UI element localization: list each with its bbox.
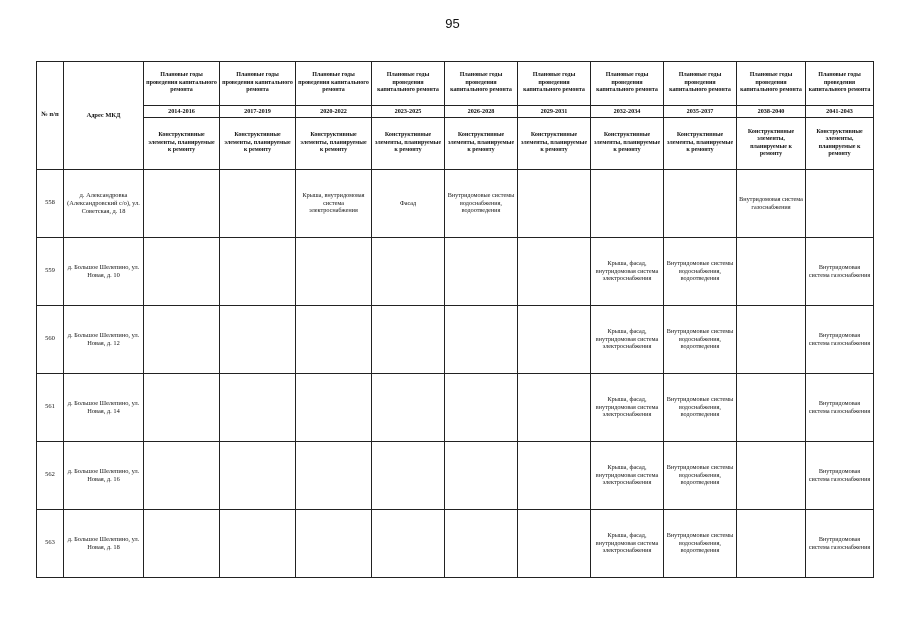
table-cell: Внутридомовая система газоснабжения: [806, 306, 874, 374]
table-cell: [144, 170, 220, 238]
elements-header: Конструктивные элементы, планируемые к ремонту: [806, 118, 874, 170]
table-cell: [144, 238, 220, 306]
table-cell: Внутридомовые системы водоснабжения, водоотведения: [664, 374, 737, 442]
table-cell: [445, 238, 518, 306]
table-cell: Внутридомовая система газоснабжения: [806, 442, 874, 510]
table-row: [37, 510, 874, 578]
table-cell: Крыша, фасад, внутридомовая система электроснабжения: [591, 510, 664, 578]
elements-header: Конструктивные элементы, планируемые к ремонту: [445, 118, 518, 170]
elements-header: Конструктивные элементы, планируемые к ремонту: [518, 118, 591, 170]
period-title: Плановые годы проведения капитального ремонта: [445, 62, 518, 106]
row-number: 563: [37, 510, 64, 578]
table-cell: Внутридомовые системы водоснабжения, водоотведения: [664, 442, 737, 510]
period-years: 2029-2031: [518, 106, 591, 118]
header-title-row: [37, 62, 874, 106]
table-cell: [737, 442, 806, 510]
elements-header: Конструктивные элементы, планируемые к ремонту: [144, 118, 220, 170]
table-cell: [296, 510, 372, 578]
row-number: 562: [37, 442, 64, 510]
table-cell: [518, 306, 591, 374]
header-sub-row: [37, 118, 874, 170]
table-cell: Внутридомовые системы водоснабжения, водоотведения: [664, 306, 737, 374]
elements-header: Конструктивные элементы, планируемые к ремонту: [296, 118, 372, 170]
row-address: д. Большое Шелепино, ул. Новая, д. 18: [64, 510, 144, 578]
period-years: 2032-2034: [591, 106, 664, 118]
table-cell: [220, 170, 296, 238]
table-cell: Крыша, фасад, внутридомовая система электроснабжения: [591, 442, 664, 510]
table-cell: [737, 374, 806, 442]
table-cell: Внутридомовые системы водоснабжения, водоотведения: [664, 238, 737, 306]
period-title: Плановые годы проведения капитального ремонта: [144, 62, 220, 106]
table-cell: [445, 510, 518, 578]
period-years: 2026-2028: [445, 106, 518, 118]
table-cell: [445, 374, 518, 442]
elements-header: Конструктивные элементы, планируемые к ремонту: [372, 118, 445, 170]
table-cell: [372, 374, 445, 442]
table-row: [37, 238, 874, 306]
table-cell: [591, 170, 664, 238]
table-cell: [518, 374, 591, 442]
row-number: 560: [37, 306, 64, 374]
period-title: Плановые годы проведения капитального ремонта: [737, 62, 806, 106]
table-cell: [737, 306, 806, 374]
table-row: [37, 442, 874, 510]
table-cell: [144, 306, 220, 374]
num-header: № п/п: [37, 62, 64, 170]
table-cell: [518, 238, 591, 306]
table-cell: [144, 442, 220, 510]
table-cell: [806, 170, 874, 238]
page-number: 95: [445, 16, 460, 31]
table-cell: [372, 510, 445, 578]
row-address: д. Большое Шелепино, ул. Новая, д. 10: [64, 238, 144, 306]
table-cell: Крыша, фасад, внутридомовая система электроснабжения: [591, 238, 664, 306]
table-cell: [220, 442, 296, 510]
table-cell: [518, 510, 591, 578]
table-cell: [737, 238, 806, 306]
row-number: 558: [37, 170, 64, 238]
table-cell: Внутридомовая система газоснабжения: [737, 170, 806, 238]
table-cell: [445, 442, 518, 510]
row-address: д. Большое Шелепино, ул. Новая, д. 14: [64, 374, 144, 442]
period-title: Плановые годы проведения капитального ремонта: [296, 62, 372, 106]
table-cell: Внутридомовые системы водоснабжения, водоотведения: [445, 170, 518, 238]
table-cell: [220, 374, 296, 442]
period-years: 2023-2025: [372, 106, 445, 118]
table-cell: [220, 306, 296, 374]
row-number: 561: [37, 374, 64, 442]
elements-header: Конструктивные элементы, планируемые к ремонту: [664, 118, 737, 170]
table-cell: Внутридомовая система газоснабжения: [806, 374, 874, 442]
period-title: Плановые годы проведения капитального ремонта: [591, 62, 664, 106]
table-cell: [220, 510, 296, 578]
period-title: Плановые годы проведения капитального ремонта: [372, 62, 445, 106]
period-years: 2017-2019: [220, 106, 296, 118]
period-years: 2020-2022: [296, 106, 372, 118]
table-cell: Внутридомовая система газоснабжения: [806, 238, 874, 306]
table-cell: [445, 306, 518, 374]
table-cell: [144, 510, 220, 578]
table-cell: [372, 442, 445, 510]
table-row: [37, 374, 874, 442]
table-cell: [144, 374, 220, 442]
row-address: д. Александровка (Александровский с/о), ул. Советская, д. 18: [64, 170, 144, 238]
row-address: д. Большое Шелепино, ул. Новая, д. 16: [64, 442, 144, 510]
table-cell: Крыша, фасад, внутридомовая система электроснабжения: [591, 374, 664, 442]
table-cell: Внутридомовая система газоснабжения: [806, 510, 874, 578]
table-cell: Внутридомовые системы водоснабжения, водоотведения: [664, 510, 737, 578]
table-cell: [372, 306, 445, 374]
header-years-row: [37, 106, 874, 118]
period-title: Плановые годы проведения капитального ремонта: [518, 62, 591, 106]
period-years: 2041-2043: [806, 106, 874, 118]
table-cell: [296, 374, 372, 442]
table-cell: Крыша, внутридомовая система электроснабжения: [296, 170, 372, 238]
table-cell: [220, 238, 296, 306]
elements-header: Конструктивные элементы, планируемые к ремонту: [737, 118, 806, 170]
elements-header: Конструктивные элементы, планируемые к ремонту: [220, 118, 296, 170]
table-cell: [518, 442, 591, 510]
repair-schedule-table: [36, 61, 874, 578]
table-cell: [296, 306, 372, 374]
table-cell: [372, 238, 445, 306]
period-years: 2014-2016: [144, 106, 220, 118]
table-cell: [737, 510, 806, 578]
table-cell: [664, 170, 737, 238]
address-header: Адрес МКД: [64, 62, 144, 170]
period-title: Плановые годы проведения капитального ремонта: [664, 62, 737, 106]
table-row: [37, 306, 874, 374]
table-row: [37, 170, 874, 238]
table-cell: Фасад: [372, 170, 445, 238]
period-title: Плановые годы проведения капитального ремонта: [806, 62, 874, 106]
elements-header: Конструктивные элементы, планируемые к ремонту: [591, 118, 664, 170]
table-cell: [296, 238, 372, 306]
period-years: 2035-2037: [664, 106, 737, 118]
table-cell: Крыша, фасад, внутридомовая система электроснабжения: [591, 306, 664, 374]
period-years: 2038-2040: [737, 106, 806, 118]
period-title: Плановые годы проведения капитального ремонта: [220, 62, 296, 106]
table-cell: [296, 442, 372, 510]
row-number: 559: [37, 238, 64, 306]
row-address: д. Большое Шелепино, ул. Новая, д. 12: [64, 306, 144, 374]
table-cell: [518, 170, 591, 238]
